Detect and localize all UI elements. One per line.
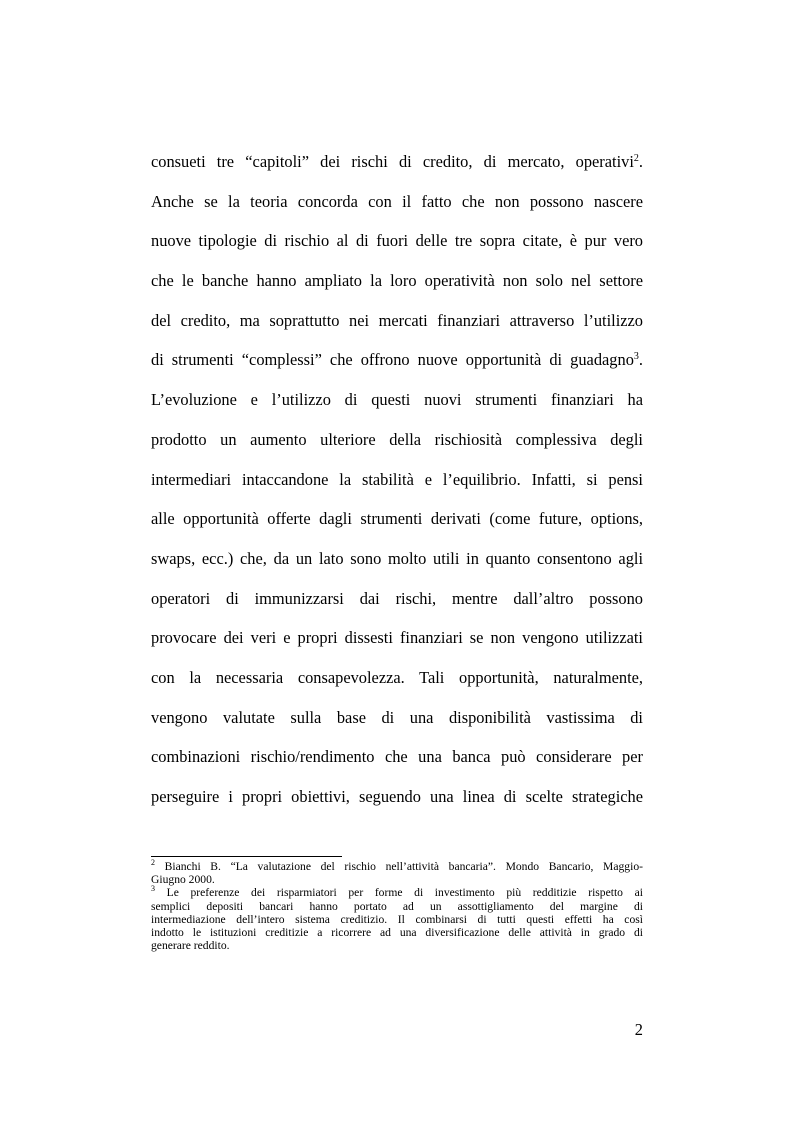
body-line: del credito, ma soprattutto nei mercati finanziari attraverso l’utilizzo: [151, 310, 643, 330]
body-line: vengono valutate sulla base di una disponibilità vastissima di: [151, 707, 643, 727]
body-line: con la necessaria consapevolezza. Tali opportunità, naturalmente,: [151, 667, 643, 687]
body-line: alle opportunità offerte dagli strumenti derivati (come future, options,: [151, 509, 643, 529]
body-line: operatori di immunizzarsi dai rischi, mentre dall’altro possono: [151, 588, 643, 608]
footnote-3-line: $^3$ Le preferenze dei risparmiatori per forme di investimento più redditizie rispetto ai: [151, 884, 643, 900]
footnote-2-line: Giugno 2000.: [151, 873, 215, 887]
footnote-3-mark: 3: [151, 884, 155, 894]
footnotes: [151, 860, 643, 952]
footnote-separator: [151, 856, 342, 857]
body-line: consueti tre “capitoli” dei rischi di credito, di mercato, operativi$^2$.: [151, 152, 643, 171]
body-line: swaps, ecc.) che, da un lato sono molto utili in quanto consentono agli: [151, 548, 643, 568]
footnote-3-line: intermediazione dell’intero sistema creditizio. Il combinarsi di tutti questi effetti ha così: [151, 912, 643, 926]
footnote-ref-3: 3: [633, 351, 639, 363]
footnote-2-line: $^2$ Bianchi B. “La valutazione del rischio nell’attività bancaria”. Mondo Bancario, Maggio-: [151, 858, 643, 873]
footnote-2-mark: 2: [151, 858, 155, 867]
body-line: provocare dei veri e propri dissesti finanziari se non vengono utilizzati: [151, 628, 643, 648]
footnote-3-line: semplici depositi bancari hanno portato ad un assottigliamento del margine di: [151, 899, 643, 913]
body-line: combinazioni rischio/rendimento che una banca può considerare per: [151, 747, 643, 767]
body-line: intermediari intaccandone la stabilità e l’equilibrio. Infatti, si pensi: [151, 469, 643, 489]
body-line: che le banche hanno ampliato la loro operatività non solo nel settore: [151, 271, 643, 291]
footnote-ref-2: 2: [633, 153, 639, 164]
body-line: perseguire i propri obiettivi, seguendo una linea di scelte strategiche: [151, 787, 643, 806]
body-text: [151, 146, 643, 821]
body-line: di strumenti “complessi” che offrono nuove opportunità di guadagno$^3$.: [151, 350, 643, 370]
footnote-3-line: generare reddito.: [151, 939, 230, 953]
footnote-3-line: indotto le istituzioni creditizie a ricorrere ad una diversificazione delle attività in grado di: [151, 925, 643, 939]
body-line: nuove tipologie di rischio al di fuori delle tre sopra citate, è pur vero: [151, 231, 643, 251]
body-line: L’evoluzione e l’utilizzo di questi nuovi strumenti finanziari ha: [151, 390, 643, 410]
body-line: Anche se la teoria concorda con il fatto che non possono nascere: [151, 191, 643, 211]
body-line: prodotto un aumento ulteriore della rischiosità complessiva degli: [151, 429, 643, 449]
page-number: 2: [634, 1020, 643, 1039]
